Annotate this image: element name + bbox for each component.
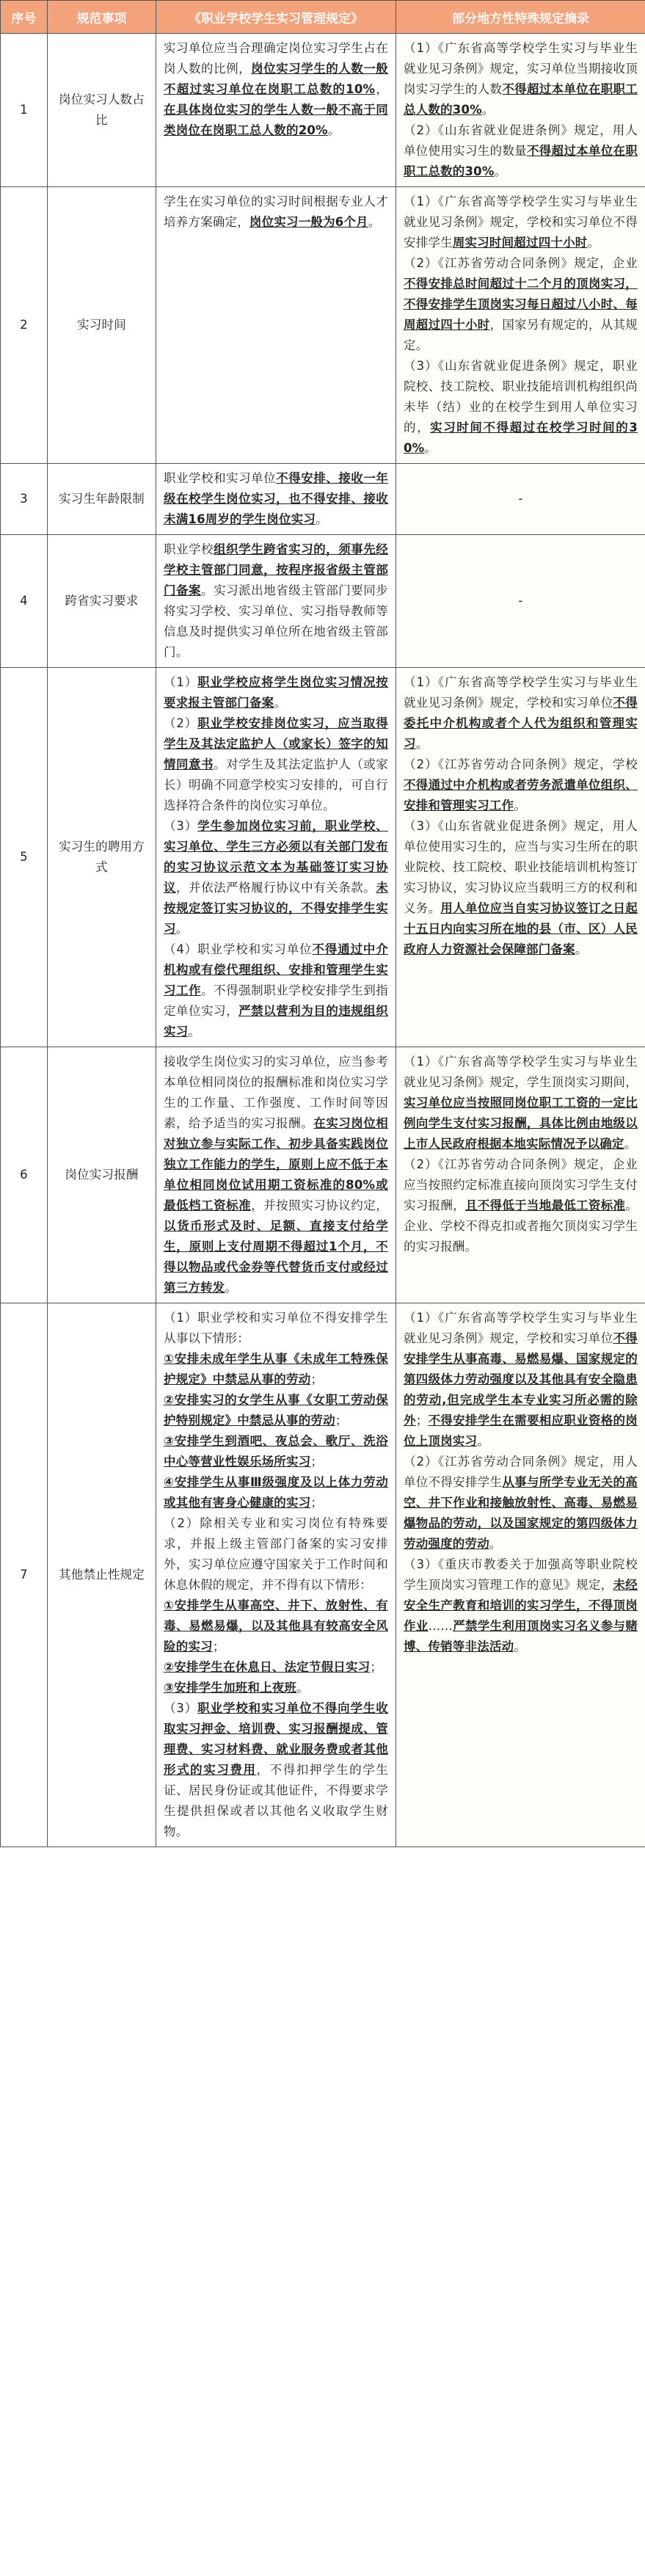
paragraph [164,672,388,713]
text-segment: （1）《广东省高等学校学生实习与毕业生就业见习条例》规定，学校和实习单位 [404,1311,638,1345]
text-segment: 。对学生及其法定监护人（或家长）明确不同意学校实习安排的，可自行选择符合条件的岗位实习单位。 [164,757,388,812]
local-rule-cell [396,1303,645,1847]
text-segment: ； [335,1413,348,1427]
text-segment: 。 [327,123,340,137]
paragraph [164,1472,388,1513]
table-header-row [1,1,645,34]
text-segment: …… [428,1619,453,1633]
text-segment: 。 [494,164,507,178]
text-segment: ； [415,1413,429,1427]
emphasized-text: 不得安排、接收一年级在校学生岗位实习，也不得安排、接收未满16周岁的学生岗位实习 [164,471,388,526]
emphasized-text: ②安排实习的女学生从事《女职工劳动保护特别规定》中禁忌从事的劳动 [164,1393,388,1427]
emphasized-text: 不得安排总时间超过十二个月的顶岗实习，不得安排学生顶岗实习每日超过八小时、每周超过四十小时 [404,277,638,332]
emphasized-text: 不得通过中介机构或有偿代理组织、安排和管理学生实习工作 [164,942,389,997]
row-number: 1 [1,34,48,187]
table-body [1,34,645,1847]
local-rule-empty: - [396,535,645,668]
standard-rule-cell [156,535,396,668]
header-no: 序号 [1,1,48,34]
text-segment: ； [310,1496,324,1510]
text-segment: 。 [514,1640,527,1653]
emphasized-text: 在实习岗位相对独立参与实际工作、初步具备实践岗位独立工作能力的学生，原则上应不低于本单位相同岗位试用期工资标准的80%或最低档工资标准 [164,1116,389,1212]
emphasized-text: 未按规定签订实习协议的，不得安排学生实习 [164,881,389,936]
text-segment: （4）职业学校和实习单位 [164,942,313,956]
emphasized-text: ④安排学生从事Ⅲ级强度及以上体力劳动或其他有害身心健康的实习 [164,1475,388,1510]
text-segment: 。不得强制职业学校安排学生到指定单位实习， [164,983,389,1018]
standard-rule-cell [156,464,396,535]
text-segment: 。 [415,737,429,751]
text-segment: ，并按照实习协议约定， [251,1198,388,1212]
local-rule-cell [396,34,645,187]
paragraph [164,1052,388,1298]
row-number: 5 [1,668,48,1047]
text-segment: （2） [164,716,198,730]
text-segment: （3）《山东省就业促进条例》规定，职业院校、技工院校、职业技能培训机构组织尚未毕（结）业的在校学生到用人单位实习的， [404,359,638,434]
text-segment: ， [375,82,388,96]
paragraph [164,1596,388,1657]
paragraph [404,754,638,816]
row-number: 2 [1,187,48,464]
text-segment: （1）《广东省高等学校学生实习与毕业生就业见习条例》规定，实习单位当期接收顶岗实习学生的人数 [404,41,638,96]
emphasized-text: 不得超过本单位在职职工总人数的30% [404,82,638,117]
local-rule-cell [396,668,645,1047]
header-standard: 《职业学校学生实习管理规定》 [156,1,396,34]
paragraph [404,816,638,960]
emphasized-text: 以货币形式及时、足额、直接支付给学生，原则上支付周期不得超过1个月，不得以物品或代金券等代替货币支付或经过第三方转发 [164,1219,388,1295]
text-segment: 。 [424,441,437,455]
emphasized-text: 不得超过本单位在职职工总数的30% [404,144,638,178]
paragraph [164,539,388,663]
item-name: 实习时间 [48,187,156,464]
emphasized-text: 不得委托中介机构或者个人代为组织和管理实习 [404,696,638,751]
text-segment: （3） [164,819,198,833]
text-segment: （2）《江苏省劳动合同条例》规定，企业 [404,256,638,270]
text-segment: 。实习派出地省级主管部门要同步将实习学校、实习单位、实习指导教师等信息及时提供实习单位所在地省级主管部门。 [164,583,389,659]
standard-rule-cell [156,187,396,464]
text-segment: ； [310,1372,324,1386]
item-name: 岗位实习人数占比 [48,34,156,187]
item-name: 其他禁止性规定 [48,1303,156,1847]
paragraph [404,1308,638,1452]
text-segment: （3）《山东省就业促进条例》规定，用人单位使用实习生的，应当与实习生所在的职业院校、技工院校、职业技能培训机构签订实习协议，实习协议应当载明三方的权利和义务。 [404,819,638,915]
paragraph [164,1349,388,1390]
local-rule-empty: - [396,464,645,535]
header-item: 规范事项 [48,1,156,34]
text-segment: 。 [175,922,189,936]
emphasized-text: 且不得低于当地最低工资标准 [464,1198,626,1212]
text-segment: （2）《山东省就业促进条例》规定，用人单位使用实习生的数量 [404,123,638,158]
emphasized-text: ②安排学生在休息日、法定节假日实习 [164,1660,371,1674]
paragraph [404,253,638,356]
row-number: 3 [1,464,48,535]
paragraph [404,120,638,182]
paragraph [164,1678,388,1698]
text-segment: （2）《江苏省劳动合同条例》规定，学校 [404,757,638,771]
text-segment: （1）《广东省高等学校学生实习与毕业生就业见习条例》规定，学校和实习单位 [404,675,638,710]
text-segment: 。 [481,103,495,117]
paragraph [164,939,388,1042]
emphasized-text: 岗位实习学生的人数一般不超过实习单位在岗职工总数的10% [164,62,388,96]
paragraph [164,1657,388,1678]
row-number: 4 [1,535,48,668]
text-segment: 职业学校和实习单位 [164,471,277,485]
text-segment: （1）职业学校和实习单位不得安排学生从事以下情形： [164,1311,388,1345]
text-segment: 。 [477,1434,489,1448]
text-segment: （3）《重庆市教委关于加强高等职业院校学生顶岗实习管理工作的意见》规定， [404,1557,638,1592]
emphasized-text: 从事与所学专业无关的高空、井下作业和接触放射性、高毒、易燃易爆物品的劳动，以及国家规定的第四级体力劳动强度的劳动 [404,1475,638,1551]
table-row [1,1047,645,1303]
text-segment: 。 [624,1137,637,1151]
table-row [1,535,645,668]
row-number: 6 [1,1047,48,1303]
text-segment: 。 [489,1537,502,1551]
table-row [1,464,645,535]
paragraph [404,1554,638,1657]
paragraph [164,1513,388,1596]
text-segment: 。 [514,798,527,812]
emphasized-text: 岗位实习一般为6个月 [249,215,368,229]
local-rule-cell [396,187,645,464]
paragraph [164,1390,388,1431]
row-number: 7 [1,1303,48,1847]
text-segment: 。 [225,1281,238,1295]
header-local-rules: 部分地方性特殊规定摘录 [396,1,645,34]
text-segment: ； [212,1640,225,1653]
text-segment: 。 [587,236,600,250]
text-segment: ； [310,1455,324,1469]
local-rule-cell [396,1047,645,1303]
paragraph [404,192,638,253]
text-segment: 。 [274,696,287,710]
emphasized-text: 严禁以营利为目的违规组织实习 [164,1004,388,1038]
text-segment: ，不得扣押学生的学生证、居民身份证或其他证件，不得要求学生提供担保或者以其他名义收取学生财物。 [164,1763,389,1838]
standard-rule-cell [156,1303,396,1847]
table-row [1,1303,645,1847]
emphasized-text: 组织学生跨省实习的，须事先经学校主管部门同意，按程序报省级主管部门备案 [164,542,388,597]
text-segment: 学生在实习单位的实习时间根据专业人才培养方案确定， [164,194,388,229]
item-name: 实习生的聘用方式 [48,668,156,1047]
emphasized-text: 在具体岗位实习的学生人数一般不高于同类岗位在岗职工总人数的20% [164,103,388,137]
text-segment: （1） [164,675,198,689]
text-segment: （3） [164,1701,198,1715]
text-segment: 接收学生岗位实习的实习单位，应当参考本单位相同岗位的报酬标准和岗位实习学生的工作量、工作强度、工作时间等因素，给予适当的实习报酬。 [164,1055,388,1130]
paragraph [164,468,388,530]
text-segment: 。 [368,215,381,229]
paragraph [164,1698,388,1842]
text-segment: 。企业、学校不得克扣或者拖欠顶岗实习学生的实习报酬。 [404,1198,638,1254]
paragraph [404,1052,638,1154]
text-segment: （1）《广东省高等学校学生实习与毕业生就业见习条例》规定，学生顶岗实习期间， [404,1055,638,1089]
emphasized-text: ①安排未成年学生从事《未成年工特殊保护规定》中禁忌从事的劳动 [164,1352,388,1386]
text-segment: （2）《江苏省劳动合同条例》规定，企业应当按照约定标准直接向顶岗实习学生支付实习报酬， [404,1157,638,1212]
item-name: 跨省实习要求 [48,535,156,668]
emphasized-text: 实习单位应当按照同岗位职工工资的一定比例向学生支付实习报酬，具体比例由地级以上市人民政府根据本地实际情况予以确定 [404,1096,638,1151]
table-row [1,187,645,464]
paragraph [404,356,638,459]
emphasized-text: 实习时间不得超过在校学习时间的30% [404,421,638,455]
emphasized-text: ①安排学生从事高空、井下、放射性、有毒、易燃易爆，以及其他具有较高安全风险的实习 [164,1598,388,1653]
paragraph [164,816,388,939]
emphasized-text: 职业学校应将学生岗位实习情况按要求报主管部门备案 [164,675,388,710]
text-segment: 。 [316,512,328,526]
emphasized-text: 学生参加岗位实习前，职业学校、实习单位、学生三方必须以有关部门发布的实习协议示范文本为基础签订实习协议 [164,819,388,895]
paragraph [404,1154,638,1257]
text-segment: （2）除相关专业和实习岗位有特殊要求，并报上级主管部门备案的实习安排外，实习单位应遵守国家关于工作时间和休息休假的规定，并不得有以下情形： [164,1516,388,1592]
emphasized-text: 用人单位应当自实习协议签订之日起十五日内向实习所在地的县（市、区）人民政府人力资源社会保障部门备案 [404,901,638,956]
emphasized-text: 未经安全生产教育和培训的实习学生，不得顶岗作业 [404,1578,638,1633]
emphasized-text: 不得通过中介机构或者劳务派遣单位组织、安排和管理实习工作 [404,778,638,812]
item-name: 岗位实习报酬 [48,1047,156,1303]
paragraph [164,713,388,816]
paragraph [164,38,388,141]
text-segment: （2）《江苏省劳动合同条例》规定，用人单位不得安排学生 [404,1455,638,1489]
emphasized-text: 职业学校和实习单位不得向学生收取实习押金、培训费、实习报酬提成、管理费、实习材料费、就业服务费或者其他形式的实习费用 [164,1701,388,1777]
paragraph [404,1452,638,1554]
item-name: 实习生年龄限制 [48,464,156,535]
emphasized-text: ③安排学生到酒吧、夜总会、歌厅、洗浴中心等营业性娱乐场所实习 [164,1434,388,1469]
emphasized-text: 不得安排学生在需要相应职业资格的岗位上顶岗实习 [404,1413,638,1448]
table-row [1,668,645,1047]
emphasized-text: 严禁学生利用顶岗实习名义参与赌博、传销等非法活动 [404,1619,638,1653]
emphasized-text: 不得安排学生从事高毒、易燃易爆、国家规定的第四级体力劳动强度以及其他具有安全隐患的劳动,但完成学生本专业实习所必需的除外 [404,1331,638,1427]
text-segment: 。 [575,942,588,956]
text-segment: 。 [296,1681,309,1695]
table-row [1,34,645,187]
text-segment: ，并依法严格履行协议中有关条款。 [176,881,376,895]
paragraph [404,38,638,120]
standard-rule-cell [156,1047,396,1303]
standard-rule-cell [156,668,396,1047]
paragraph [404,672,638,754]
text-segment: （1）《广东省高等学校学生实习与毕业生就业见习条例》规定，学校和实习单位不得安排学生 [404,194,638,250]
paragraph [164,1308,388,1349]
text-segment: 职业学校 [164,542,214,556]
emphasized-text: 职业学校安排岗位实习，应当取得学生及其法定监护人（或家长）签字的知情同意书 [164,716,388,771]
emphasized-text: 周实习时间超过四十小时 [452,236,588,250]
emphasized-text: ③安排学生加班和上夜班 [164,1681,297,1695]
standard-rule-cell [156,34,396,187]
paragraph [164,192,388,233]
text-segment: ，国家另有规定的，从其规定。 [404,318,638,352]
text-segment: ； [370,1660,383,1674]
paragraph [164,1431,388,1472]
text-segment: 实习单位应当合理确定岗位实习学生占在岗人数的比例， [164,41,388,76]
text-segment: 。 [188,1025,201,1038]
